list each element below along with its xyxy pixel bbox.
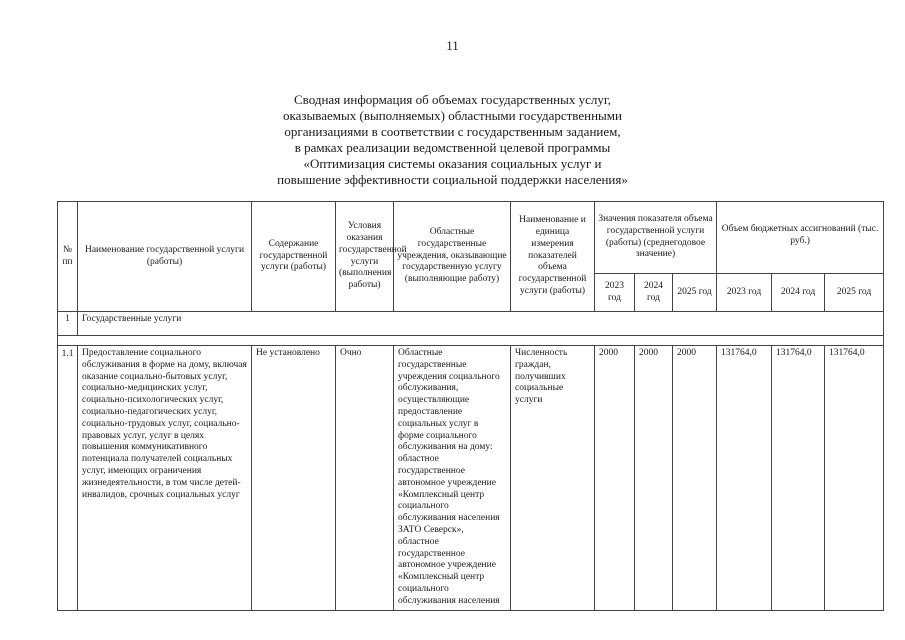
- header-budget-year-2023: 2023 год: [717, 274, 772, 312]
- section-num: 1: [58, 312, 78, 336]
- section-row: [58, 312, 884, 336]
- services-table: [57, 201, 884, 611]
- header-budget-year-2025: 2025 год: [825, 274, 884, 312]
- header-content: Содержание государственной услуги (работы): [252, 202, 336, 312]
- title-line: Сводная информация об объемах государственных услуг,: [294, 92, 611, 107]
- row-content: Не установлено: [252, 346, 336, 611]
- header-budget-year-2024: 2024 год: [772, 274, 825, 312]
- document-title: [0, 92, 905, 188]
- header-budget-group: Объем бюджетных ассигнований (тыс. руб.): [717, 202, 884, 274]
- header-value-year-2025: 2025 год: [673, 274, 717, 312]
- row-budget-2024: 131764,0: [772, 346, 825, 611]
- title-line: в рамках реализации ведомственной целевой программы: [294, 140, 611, 155]
- row-value-2024: 2000: [635, 346, 673, 611]
- table-row: [58, 346, 884, 611]
- title-line: организациями в соответствии с государственным заданием,: [284, 124, 621, 139]
- page-number: 11: [446, 38, 459, 53]
- row-value-2023: 2000: [595, 346, 635, 611]
- header-value-year-2023: 2023 год: [595, 274, 635, 312]
- row-conditions: Очно: [336, 346, 394, 611]
- header-row: [58, 202, 884, 274]
- row-value-2025: 2000: [673, 346, 717, 611]
- row-institutions: Областные государственные учреждения социального обслуживания, осуществляющие предоставление социальных услуг в форме социального обслуживания на дому: областное государственное автономное учреждение «Комплексный центр социального обслуживания населения ЗАТО Северск», областное государственное автономное учреждение «Комплексный центр социального обслуживания населения: [394, 346, 511, 611]
- header-value-year-2024: 2024 год: [635, 274, 673, 312]
- title-line: повышение эффективности социальной поддержки населения»: [277, 172, 628, 187]
- title-line: оказываемых (выполняемых) областными государственными: [283, 108, 622, 123]
- row-budget-2023: 131764,0: [717, 346, 772, 611]
- spacer-row: [58, 336, 884, 346]
- header-service-name: Наименование государственной услуги (работы): [78, 202, 252, 312]
- section-label: Государственные услуги: [78, 312, 884, 336]
- row-service-name: Предоставление социального обслуживания в форме на дому, включая оказание социально-бытовых услуг, социально-медицинских услуг, социально-психологических услуг, социально-педагогических услуг, социально-трудовых услуг, социально-правовых услуг, услуг в целях повышения коммуникативного потенциала получателей социальных услуг, имеющих ограничения жизнедеятельности, в том числе детей-инвалидов, срочных социальных услуг: [78, 346, 252, 611]
- header-values-group: Значения показателя объема государственной услуги (работы) (среднегодовое значение): [595, 202, 717, 274]
- header-indicator: Наименование и единица измерения показателей объема государственной услуги (работы): [511, 202, 595, 312]
- header-conditions: Условия оказания государственной услуги (выполнения работы): [336, 202, 394, 312]
- header-institutions: Областные государственные учреждения, оказывающие государственную услугу (выполняющие работу): [394, 202, 511, 312]
- row-num: 1.1: [58, 346, 78, 611]
- header-num: № пп: [58, 202, 78, 312]
- title-line: «Оптимизация системы оказания социальных услуг и: [303, 156, 602, 171]
- row-budget-2025: 131764,0: [825, 346, 884, 611]
- spacer-cell: [58, 336, 884, 346]
- row-indicator: Численность граждан, получивших социальные услуги: [511, 346, 595, 611]
